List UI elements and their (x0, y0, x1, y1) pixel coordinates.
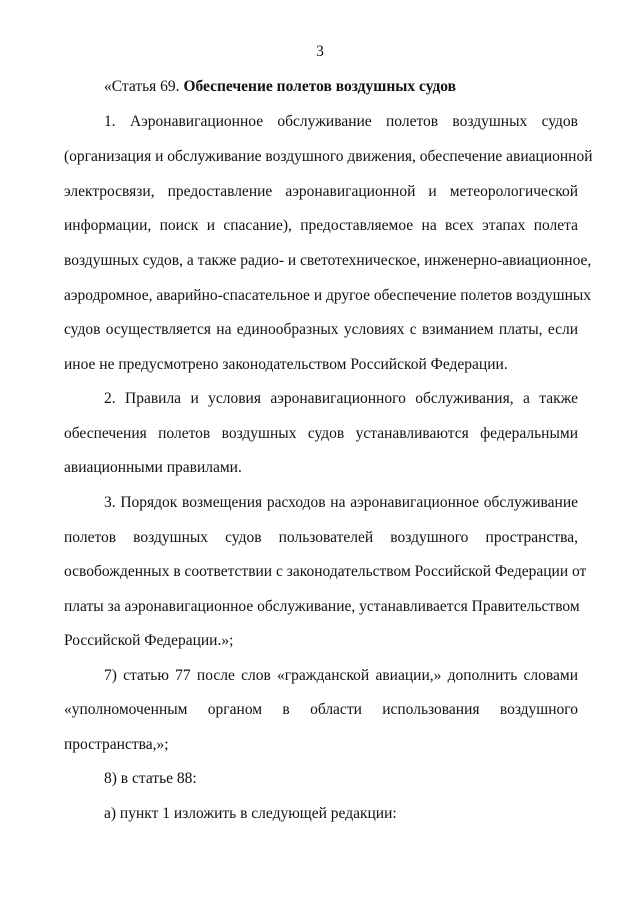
item-8-line-1: 8) в статье 88: (104, 770, 197, 787)
paragraph-1-line-5: воздушных судов, а также радио- и светотехническое, инженерно-авиационное, (64, 252, 592, 269)
subitem-a-line-1: а) пункт 1 изложить в следующей редакции: (104, 805, 397, 822)
paragraph-3-line-3: освобожденных в соответствии с законодательством Российской Федерации от (64, 563, 587, 580)
paragraph-3-line-1: 3. Порядок возмещения расходов на аэронавигационное обслуживание (104, 494, 578, 511)
paragraph-3-line-5: Российской Федерации.»; (64, 632, 234, 649)
paragraph-2-line-2: обеспечения полетов воздушных судов устанавливаются федеральными (64, 425, 578, 442)
paragraph-2-line-1: 2. Правила и условия аэронавигационного обслуживания, а также (104, 390, 578, 407)
paragraph-1-line-4: информации, поиск и спасание), предоставляемое на всех этапах полета (64, 217, 578, 234)
article-prefix: «Статья 69. (104, 78, 184, 95)
paragraph-1-line-1: 1. Аэронавигационное обслуживание полетов воздушных судов (104, 113, 578, 130)
paragraph-3-line-2: полетов воздушных судов пользователей воздушного пространства, (64, 529, 578, 546)
article-heading (104, 77, 456, 97)
item-7-line-3: пространства,»; (64, 736, 169, 753)
paragraph-1-line-7: судов осуществляется на единообразных условиях с взиманием платы, если (64, 321, 578, 338)
item-7-line-1: 7) статью 77 после слов «гражданской авиации,» дополнить словами (104, 667, 578, 684)
paragraph-2-line-3: авиационными правилами. (64, 459, 242, 476)
paragraph-1-line-2: (организация и обслуживание воздушного движения, обеспечение авиационной (64, 148, 593, 165)
paragraph-1-line-3: электросвязи, предоставление аэронавигационной и метеорологической (64, 183, 578, 200)
paragraph-3-line-4: платы за аэронавигационное обслуживание, устанавливается Правительством (64, 598, 580, 615)
item-7-line-2: «уполномоченным органом в области использования воздушного (64, 701, 578, 718)
page-number: 3 (316, 43, 324, 60)
article-title: Обеспечение полетов воздушных судов (183, 78, 457, 95)
paragraph-1-line-8: иное не предусмотрено законодательством Российской Федерации. (64, 356, 508, 373)
paragraph-1-line-6: аэродромное, аварийно-спасательное и другое обеспечение полетов воздушных (64, 287, 592, 304)
